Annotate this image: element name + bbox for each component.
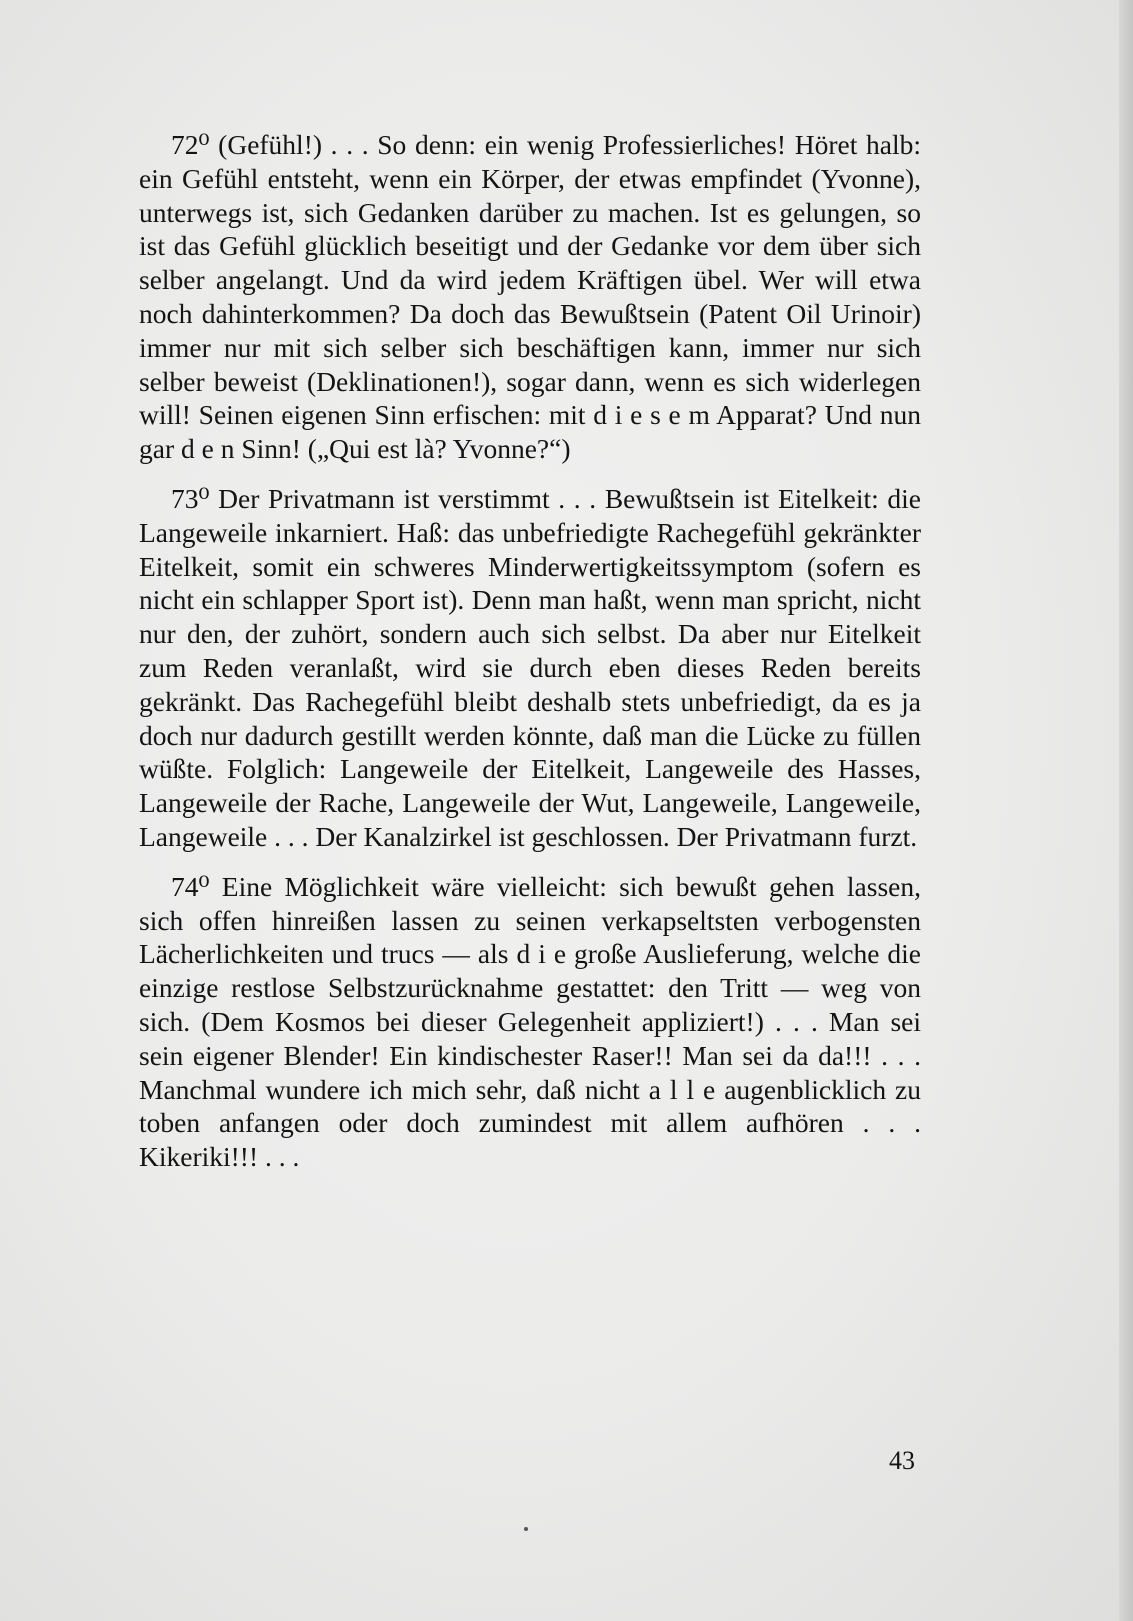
paragraph-72: 72⁰ (Gefühl!) . . . So denn: ein wenig Professierliches! Höret halb: ein Gefühl entsteht, wenn ein Körper, der etwas empfindet (Yvonne), unterwegs ist, sich Gedanken darüber zu machen. Ist es gelungen, so ist das Gefühl glücklich beseitigt und der Gedanke vor dem über sich selber angelangt. Und da wird jedem Kräftigen übel. Wer will etwa noch dahinterkommen? Da doch das Bewußtsein (Patent Oil Urinoir) immer nur mit sich selber sich beschäftigen kann, immer nur sich selber beweist (Deklinationen!), sogar dann, wenn es sich widerlegen will! Seinen eigenen Sinn erfischen: mit d i e s e m Apparat? Und nun gar d e n Sinn! („Qui est là? Yvonne?“): [139, 129, 921, 465]
paragraph-73: 73⁰ Der Privatmann ist verstimmt . . . Bewußtsein ist Eitelkeit: die Langeweile inkarniert. Haß: das unbefriedigte Rachegefühl gekränkter Eitelkeit, somit ein schweres Minderwertigkeitssymptom (sofern es nicht ein schlapper Sport ist). Denn man haßt, wenn man spricht, nicht nur den, der zuhört, sondern auch sich selbst. Da aber nur Eitelkeit zum Reden veranlaßt, wird sie durch eben dieses Reden bereits gekränkt. Das Rachegefühl bleibt deshalb stets unbefriedigt, da es ja doch nur dadurch gestillt werden könnte, daß man die Lücke zu füllen wüßte. Folglich: Langeweile der Eitelkeit, Langeweile des Hasses, Langeweile der Rache, Langeweile der Wut, Langeweile, Langeweile, Langeweile . . . Der Kanalzirkel ist geschlossen. Der Privatmann furzt.: [139, 482, 921, 852]
speck-mark: [524, 1527, 528, 1531]
page-number: 43: [889, 1446, 915, 1475]
paragraph-74: 74⁰ Eine Möglichkeit wäre vielleicht: sich bewußt gehen lassen, sich offen hinreißen lassen zu seinen verkapseltsten verbogensten Lächerlichkeiten und trucs — als d i e große Auslieferung, welche die einzige restlose Selbstzurücknahme gestattet: den Tritt — weg von sich. (Dem Kosmos bei dieser Gelegenheit appliziert!) . . . Man sei sein eigener Blender! Ein kindischester Raser!! Man sei da da!!! . . . Manchmal wundere ich mich sehr, daß nicht a l l e augenblicklich zu toben anfangen oder doch zumindest mit allem aufhören . . . Kikeriki!!! . . .: [139, 870, 921, 1173]
body-text: [139, 128, 921, 1174]
page-edge-shadow: [1119, 0, 1133, 1621]
